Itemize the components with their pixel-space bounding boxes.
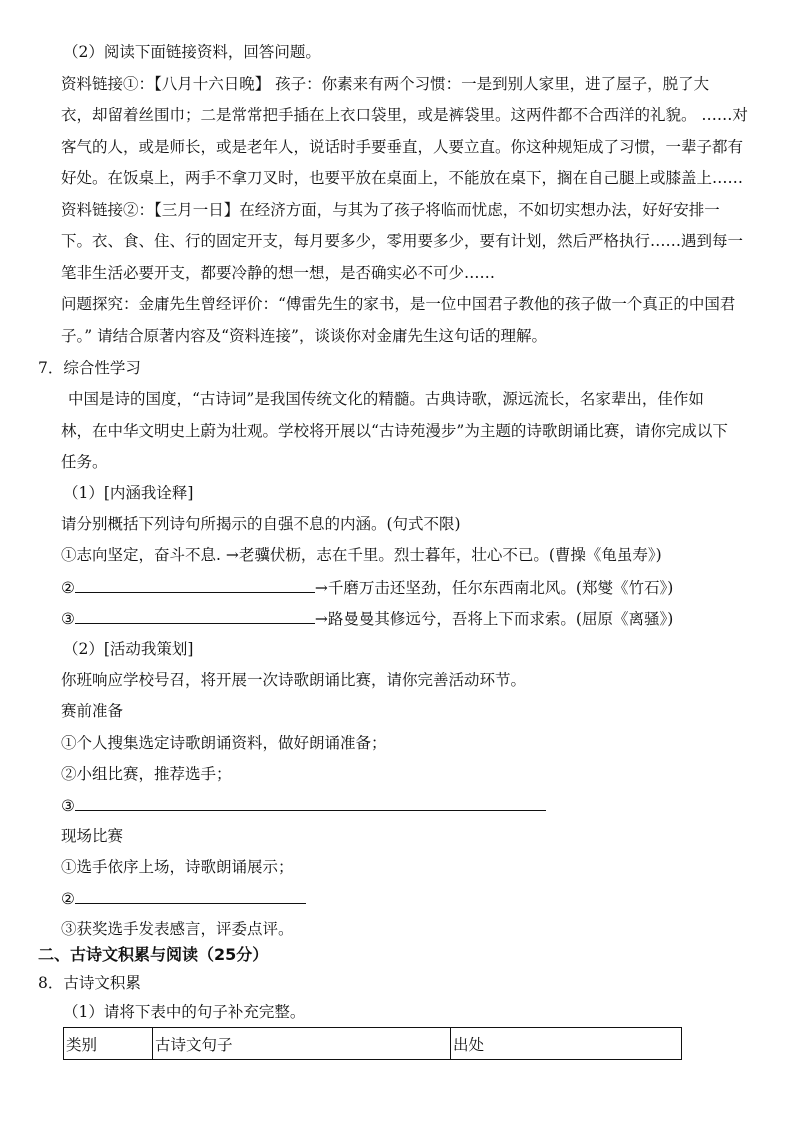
q7-example3	[61, 607, 673, 630]
live-step2-marker: ②	[61, 890, 75, 908]
q7-title: 7．综合性学习	[38, 359, 141, 377]
q8-title: 8．古诗文积累	[38, 974, 141, 992]
prep-step3-marker: ③	[61, 797, 75, 815]
prep-step3-answer-blank[interactable]	[75, 794, 546, 811]
prep-title: 赛前准备	[61, 702, 124, 720]
poem-table	[63, 1027, 682, 1060]
link1-line4: 好处。在饭桌上，两手不拿刀叉时，也要平放在桌面上，不能放在桌下，搁在自己腿上或膝盖上……	[61, 169, 744, 187]
example2-marker: ②	[61, 579, 75, 597]
table-header-sentence: 古诗文句子	[153, 1028, 451, 1060]
link1-line1: 资料链接①：【八月十六日晚】 孩子：你素来有两个习惯：一是到别人家里，进了屋子，脱了大	[61, 75, 710, 93]
live-step3: ③获奖选手发表感言，评委点评。	[61, 920, 294, 938]
example2-poem: →千磨万击还坚劲，任尔东西南北风。(郑燮《竹石》)	[314, 579, 674, 597]
table-header-category: 类别	[64, 1028, 153, 1060]
link2-line3: 笔非生活必要开支，都要冷静的想一想，是否确实必不可少……	[61, 264, 496, 282]
table-header-source: 出处	[451, 1028, 682, 1060]
live-step1: ①选手依序上场，诗歌朗诵展示；	[61, 858, 294, 876]
q7-part1-instruction: 请分别概括下列诗句所揭示的自强不息的内涵。(句式不限)	[61, 515, 461, 533]
prep-step2: ②小组比赛，推荐选手；	[61, 765, 232, 783]
q7-example2	[61, 576, 673, 599]
part2-title: 二、古诗文积累与阅读（25分）	[38, 945, 269, 964]
example3-poem: →路曼曼其修远兮，吾将上下而求索。(屈原《离骚》)	[314, 610, 674, 628]
example3-answer-blank[interactable]	[75, 607, 315, 624]
q7-intro-line3: 任务。	[61, 453, 108, 471]
table-header-row	[64, 1028, 682, 1060]
inquiry-line2: 子。” 请结合原著内容及“资料连接”，谈谈你对金庸先生这句话的理解。	[61, 327, 547, 345]
example3-marker: ③	[61, 610, 75, 628]
prep-step3	[61, 794, 546, 817]
q7-part1-heading: （1）[内涵我诠释]	[63, 484, 194, 502]
q7-part2-heading: （2）[活动我策划]	[63, 640, 194, 658]
q7-part2-instruction: 你班响应学校号召，将开展一次诗歌朗诵比赛，请你完善活动环节。	[61, 671, 527, 689]
q7-example1: ①志向坚定，奋斗不息. →老骥伏枥，志在千里。烈士暮年，壮心不已。(曹操《龟虽寿》)	[61, 546, 662, 564]
prep-step1: ①个人搜集选定诗歌朗诵资料，做好朗诵准备；	[61, 734, 387, 752]
q7-intro-line2: 林，在中华文明史上蔚为壮观。学校将开展以“古诗苑漫步”为主题的诗歌朗诵比赛，请你完成以下	[61, 422, 728, 440]
q6-part2-heading: （2）阅读下面链接资料，回答问题。	[63, 43, 321, 61]
q7-intro-line1: 中国是诗的国度，“古诗词”是我国传统文化的精髓。古典诗歌，源远流长，名家辈出，佳作如	[68, 390, 704, 408]
live-title: 现场比赛	[61, 827, 124, 845]
example2-answer-blank[interactable]	[75, 576, 315, 593]
live-step2-answer-blank[interactable]	[75, 887, 306, 904]
link2-line2: 下。衣、食、住、行的固定开支，每月要多少，零用要多少，要有计划，然后严格执行……遇到每一	[61, 232, 744, 250]
inquiry-line1: 问题探究：金庸先生曾经评价：“傅雷先生的家书，是一位中国君子教他的孩子做一个真正的中国君	[61, 295, 736, 313]
link1-line2: 衣，却留着丝围巾；二是常常把手插在上衣口袋里，或是裤袋里。这两件都不合西洋的礼貌。 ……对	[61, 106, 748, 124]
link1-line3: 客气的人，或是师长，或是老年人，说话时手要垂直，人要立直。你这种规矩成了习惯，一辈子都有	[61, 138, 744, 156]
link2-line1: 资料链接②：【三月一日】在经济方面，与其为了孩子将临而忧虑，不如切实想办法，好好安排一	[61, 201, 720, 219]
live-step2	[61, 887, 306, 910]
q8-part1-heading: （1）请将下表中的句子补充完整。	[63, 1003, 306, 1021]
